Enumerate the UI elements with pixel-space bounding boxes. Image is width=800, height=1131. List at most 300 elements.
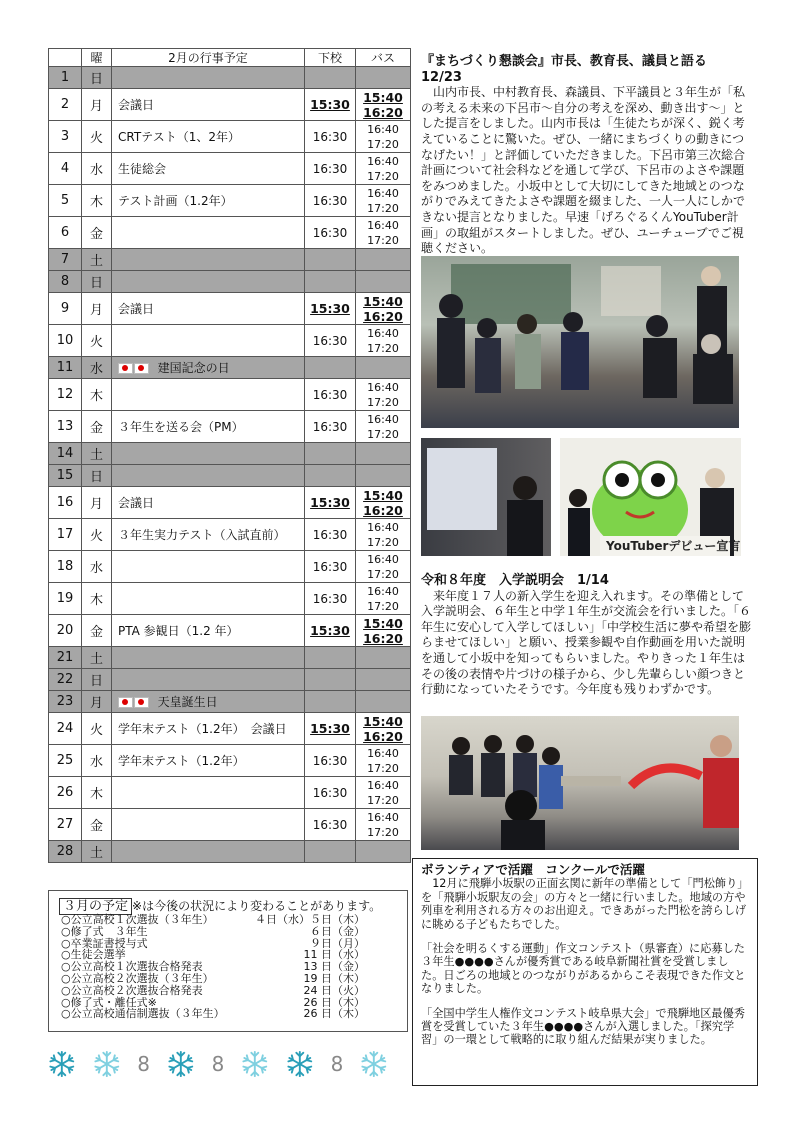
date-cell: 19 [49,583,82,615]
dismissal-cell [305,411,356,443]
date-cell: 23 [49,691,82,713]
event-text: 学年末テスト（1.2年） 会議日 [118,722,287,736]
bus-time-1: 16:40 [367,746,399,760]
march-item-label: ○生徒会選挙 [61,948,126,962]
dismissal-time: 16:30 [312,387,348,402]
header-events: 2月の行事予定 [112,49,305,67]
snowflake-icon [241,1048,269,1080]
bus-time-1: 16:40 [367,552,399,566]
march-item-label: ○公立高校１次選抜合格発表 [61,960,203,974]
event-cell [112,583,305,615]
calendar-row [49,841,411,863]
bus-time-2: 17:20 [367,599,399,613]
bus-cell [356,647,411,669]
event-cell [112,647,305,669]
bus-cell [356,669,411,691]
event-cell [112,745,305,777]
bus-time-2: 16:20 [363,502,403,518]
dismissal-time: 16:30 [312,129,348,144]
article-volunteer-title: ボランティアで活躍 コンクールで活躍 [421,862,645,877]
bus-time-1: 16:40 [367,154,399,168]
weekday-cell: 水 [82,745,112,777]
calendar-row [49,647,411,669]
header-date [49,49,82,67]
calendar-row [49,713,411,745]
bus-cell [356,465,411,487]
event-cell [112,615,305,647]
bus-cell [356,67,411,89]
weekday-cell: 日 [82,271,112,293]
weekday-cell: 土 [82,443,112,465]
bus-time-1: 16:40 [367,810,399,824]
dismissal-cell [305,745,356,777]
calendar-header-row [49,49,411,67]
dismissal-cell [305,357,356,379]
header-dismissal: 下校 [305,49,356,67]
japan-flag-icon [118,363,133,374]
bus-time-2: 17:20 [367,341,399,355]
holiday-name: 天皇誕生日 [157,695,218,709]
event-cell [112,411,305,443]
weekday-cell: 木 [82,777,112,809]
march-item-label: ○公立高校２次選抜（３年生） [61,971,214,985]
article-orientation-title: 令和８年度 入学説明会 1/14 [421,573,609,588]
event-text: テスト計画（1.2年） [118,194,233,208]
photo-presentation-scene [421,438,551,556]
march-item-date: 11 日（水） [303,948,365,962]
calendar-row [49,271,411,293]
date-cell: 7 [49,249,82,271]
separator-glyph: 8 [137,1052,150,1076]
bus-cell [356,153,411,185]
article-orientation-body: 来年度１７人の新入学生を迎え入れます。その準備として入学説明会、６年生と中学１年生が交流会を行いました。「６年生に安心して入学してほしい」「中学校生活に夢や希望を膨らませてほしい」と願い、授業参観や自作動画を用いた説明を通して小坂中を知ってもらいました。やりきった１年生はその後の表情や片づけの様子から、少し先輩らしい顔つきと行動になっていたそうです。今年度も残りわずかです。 [421,588,752,697]
calendar-row [49,809,411,841]
bus-time-1: 15:40 [363,487,403,503]
bus-cell [356,249,411,271]
bus-cell [356,519,411,551]
event-cell [112,551,305,583]
weekday-cell: 土 [82,841,112,863]
february-calendar-table [48,48,411,863]
event-cell [112,325,305,357]
dismissal-cell [305,379,356,411]
calendar-row [49,411,411,443]
bus-time-2: 16:20 [363,630,403,646]
snowflake-icon [167,1048,195,1080]
bus-time-2: 17:20 [367,233,399,247]
article-town-meeting [421,54,751,257]
dismissal-cell [305,325,356,357]
weekday-cell: 木 [82,379,112,411]
weekday-cell: 火 [82,713,112,745]
calendar-row [49,121,411,153]
bus-cell [356,357,411,379]
calendar-row [49,777,411,809]
dismissal-time: 15:30 [310,721,350,736]
photo-mascot-caption: YouTuberデビュー宣言 [606,539,741,553]
dismissal-time: 16:30 [312,333,348,348]
calendar-row [49,249,411,271]
date-cell: 9 [49,293,82,325]
photo-mascot [560,438,741,556]
bus-time-2: 16:20 [363,308,403,324]
date-cell: 13 [49,411,82,443]
march-item-date: 13 日（金） [303,960,365,974]
date-cell: 21 [49,647,82,669]
bus-time-2: 17:20 [367,169,399,183]
bus-time-1: 16:40 [367,778,399,792]
event-cell [112,669,305,691]
march-list [49,914,407,1020]
calendar-row [49,379,411,411]
calendar-row [49,745,411,777]
calendar-row [49,615,411,647]
bus-time-2: 17:20 [367,535,399,549]
weekday-cell: 火 [82,121,112,153]
date-cell: 27 [49,809,82,841]
event-cell [112,841,305,863]
date-cell: 18 [49,551,82,583]
dismissal-cell [305,841,356,863]
weekday-cell: 月 [82,293,112,325]
dismissal-cell [305,271,356,293]
event-text: CRTテスト（1、2年） [118,130,240,144]
dismissal-cell [305,293,356,325]
march-item-label: ○卒業証書授与式 [61,936,148,950]
bus-time-1: 15:40 [363,89,403,105]
dismissal-time: 16:30 [312,419,348,434]
bus-time-1: 15:40 [363,615,403,631]
event-text: ３年生実力テスト（入試直前） [118,528,286,542]
dismissal-time: 16:30 [312,591,348,606]
dismissal-time: 16:30 [312,559,348,574]
bus-cell [356,121,411,153]
article-town-meeting-title: 『まちづくり懇談会』市長、教育長、議員と語る 12/23 [421,54,707,85]
bus-cell [356,583,411,615]
dismissal-time: 15:30 [310,97,350,112]
article-volunteer-box [412,858,758,1086]
dismissal-cell [305,691,356,713]
photo-orientation [421,716,739,850]
bus-cell [356,411,411,443]
bus-cell [356,89,411,121]
march-title: ３月の予定 [59,898,132,915]
weekday-cell: 木 [82,185,112,217]
dismissal-time: 16:30 [312,527,348,542]
date-cell: 24 [49,713,82,745]
dismissal-cell [305,669,356,691]
event-text: 会議日 [118,98,155,112]
weekday-cell: 月 [82,691,112,713]
dismissal-time: 15:30 [310,495,350,510]
article-volunteer-p2: 「社会を明るくする運動」作文コンテスト（県審査）に応募した３年生●●●●さんが優秀賞である岐阜新聞社賞を受賞しました。日ごろの地域とのつながりがあるからこそ表現できた作文となりました。 [421,942,746,996]
dismissal-cell [305,551,356,583]
calendar-row [49,153,411,185]
march-item-label: ○公立高校通信制選抜（３年生） [61,1007,225,1021]
march-item [49,926,407,938]
article-town-meeting-body: 山内市長、中村教育長、森議員、下平議員と３年生が「私の考える未来の下呂市～自分の考えを深め、動き出す～」とした提言をしました。山内市長は「生徒たちが深く、鋭く考えていることに驚いた。ぜひ、一緒にまちづくりの動きにつなげたい！」と評価していただきました。下呂市第三次総合計画について社会科などを通して学び、下呂市のよさや課題をみつめました。小坂中として大切にしてきた地域とのつながりでみえてきたよさや課題を綴ました、一人一人にしかできない提言となりました。早速「げろぐるくんYouTuber計画」の取組がスタートしました。ぜひ、ユーチューブでご視聴ください。 [421,85,746,256]
photo-town-meeting [421,256,739,428]
event-cell [112,293,305,325]
bus-cell [356,185,411,217]
date-cell: 2 [49,89,82,121]
weekday-cell: 土 [82,647,112,669]
bus-cell [356,745,411,777]
calendar-row [49,551,411,583]
dismissal-time: 16:30 [312,753,348,768]
bus-time-2: 17:20 [367,793,399,807]
event-text: PTA 参観日（1.2 年） [118,624,239,638]
dismissal-time: 16:30 [312,225,348,240]
dismissal-cell [305,443,356,465]
weekday-cell: 金 [82,217,112,249]
bus-cell [356,293,411,325]
event-cell [112,379,305,411]
event-cell [112,217,305,249]
weekday-cell: 月 [82,89,112,121]
event-cell [112,691,305,713]
event-text: 会議日 [118,496,155,510]
weekday-cell: 月 [82,487,112,519]
march-item-label: ○修了式・離任式※ [61,995,157,1009]
dismissal-cell [305,465,356,487]
march-item [49,985,407,997]
event-cell [112,809,305,841]
event-text: 学年末テスト（1.2年） [118,754,245,768]
dismissal-time: 16:30 [312,785,348,800]
bus-cell [356,379,411,411]
march-item [49,1008,407,1020]
weekday-cell: 金 [82,411,112,443]
calendar-row [49,519,411,551]
bus-time-2: 17:20 [367,201,399,215]
date-cell: 6 [49,217,82,249]
date-cell: 10 [49,325,82,357]
bus-cell [356,713,411,745]
bus-cell [356,551,411,583]
header-bus: バス [356,49,411,67]
march-item-date: 26 日（木） [303,995,365,1009]
march-item-date: 24 日（火） [303,983,365,997]
calendar-row [49,669,411,691]
event-cell [112,777,305,809]
bus-time-2: 17:20 [367,137,399,151]
snowflake-icon [286,1048,314,1080]
dismissal-cell [305,217,356,249]
bus-cell [356,271,411,293]
weekday-cell: 火 [82,325,112,357]
event-cell [112,357,305,379]
date-cell: 11 [49,357,82,379]
calendar-row [49,89,411,121]
weekday-cell: 水 [82,357,112,379]
event-cell [112,443,305,465]
dismissal-cell [305,713,356,745]
march-item-date: ９日（月） [310,936,365,950]
date-cell: 1 [49,67,82,89]
separator-glyph: 8 [211,1052,225,1076]
dismissal-cell [305,121,356,153]
date-cell: 5 [49,185,82,217]
dismissal-cell [305,583,356,615]
bus-time-1: 16:40 [367,412,399,426]
photo-town-meeting-scene [421,256,739,428]
bus-time-2: 17:20 [367,761,399,775]
weekday-cell: 日 [82,669,112,691]
snowflake-decoration [48,1046,388,1082]
weekday-cell: 水 [82,153,112,185]
dismissal-time: 15:30 [310,301,350,316]
event-cell [112,67,305,89]
event-cell [112,153,305,185]
dismissal-time: 16:30 [312,817,348,832]
bus-time-2: 17:20 [367,427,399,441]
bus-cell [356,615,411,647]
march-item-date: 19 日（木） [303,971,365,985]
weekday-cell: 金 [82,615,112,647]
weekday-cell: 金 [82,809,112,841]
march-item-date: 26 日（木） [303,1007,365,1021]
date-cell: 8 [49,271,82,293]
bus-time-2: 17:20 [367,567,399,581]
bus-cell [356,443,411,465]
dismissal-cell [305,67,356,89]
dismissal-cell [305,777,356,809]
date-cell: 4 [49,153,82,185]
event-cell [112,465,305,487]
march-item-date: ６日（金） [310,924,365,938]
march-item-label: ○公立高校２次選抜合格発表 [61,983,203,997]
march-title-line [59,895,407,914]
event-cell [112,89,305,121]
weekday-cell: 日 [82,67,112,89]
weekday-cell: 水 [82,551,112,583]
event-cell [112,271,305,293]
event-text: 生徒総会 [118,162,167,176]
dismissal-time: 15:30 [310,623,350,638]
calendar-row [49,67,411,89]
march-item [49,973,407,985]
event-cell [112,185,305,217]
calendar-row [49,293,411,325]
bus-time-2: 17:20 [367,825,399,839]
dismissal-cell [305,89,356,121]
dismissal-time: 16:30 [312,193,348,208]
bus-time-1: 16:40 [367,186,399,200]
snowflake-icon [360,1048,388,1080]
calendar-row [49,185,411,217]
article-orientation [421,573,751,698]
snowflake-icon [48,1048,76,1080]
bus-time-1: 16:40 [367,218,399,232]
date-cell: 20 [49,615,82,647]
separator-glyph: 8 [330,1052,344,1076]
date-cell: 25 [49,745,82,777]
date-cell: 26 [49,777,82,809]
bus-time-2: 16:20 [363,728,403,744]
event-cell [112,487,305,519]
weekday-cell: 火 [82,519,112,551]
weekday-cell: 木 [82,583,112,615]
calendar-row [49,487,411,519]
bus-time-1: 16:40 [367,584,399,598]
date-cell: 16 [49,487,82,519]
japan-flag-icon [134,697,149,708]
march-item-date: ４日（水）５日（木） [255,913,365,926]
bus-time-1: 16:40 [367,520,399,534]
calendar-row [49,325,411,357]
march-item-label: ○公立高校１次選抜（３年生） [61,913,214,926]
bus-cell [356,217,411,249]
date-cell: 15 [49,465,82,487]
event-cell [112,121,305,153]
event-cell [112,249,305,271]
weekday-cell: 日 [82,465,112,487]
event-text: 会議日 [118,302,155,316]
dismissal-cell [305,519,356,551]
snowflake-icon [93,1048,121,1080]
dismissal-cell [305,153,356,185]
photo-orientation-scene [421,716,739,850]
date-cell: 3 [49,121,82,153]
calendar-row [49,357,411,379]
holiday-name: 建国記念の日 [157,361,230,375]
japan-flag-icon [118,697,133,708]
japan-flag-icon [134,363,149,374]
photo-presentation [421,438,551,556]
article-volunteer-p1: 12月に飛騨小坂駅の正面玄関に新年の準備として「門松飾り」を「飛騨小坂駅友の会」の方々と一緒に行いました。地域の方や列車を利用される方々のお出迎え。できあがった門松を誇らしげに眺める子どもたちでした。 [421,877,749,931]
event-cell [112,713,305,745]
calendar-row [49,465,411,487]
bus-time-1: 16:40 [367,380,399,394]
dismissal-cell [305,615,356,647]
date-cell: 14 [49,443,82,465]
calendar-row [49,443,411,465]
date-cell: 12 [49,379,82,411]
event-text: ３年生を送る会（PM） [118,420,244,434]
article-volunteer-p3: 「全国中学生人権作文コンテスト岐阜県大会」で飛騨地区最優秀賞を受賞していた３年生●●●●さんが入選しました。「探究学習」の一環として戦略的に取り組んだ結果が実りました。 [421,1006,745,1047]
date-cell: 22 [49,669,82,691]
bus-cell [356,841,411,863]
dismissal-cell [305,185,356,217]
bus-time-1: 15:40 [363,713,403,729]
bus-cell [356,325,411,357]
bus-cell [356,809,411,841]
march-schedule-box [48,890,408,1032]
bus-cell [356,691,411,713]
bus-time-2: 16:20 [363,104,403,120]
event-cell [112,519,305,551]
calendar-row [49,691,411,713]
bus-time-1: 15:40 [363,293,403,309]
calendar-row [49,583,411,615]
weekday-cell: 土 [82,249,112,271]
dismissal-cell [305,647,356,669]
dismissal-cell [305,809,356,841]
bus-cell [356,487,411,519]
march-item-label: ○修了式 ３年生 [61,924,148,938]
bus-time-2: 17:20 [367,395,399,409]
bus-time-1: 16:40 [367,326,399,340]
march-note: ※は今後の状況により変わることがあります。 [132,899,382,913]
dismissal-cell [305,249,356,271]
dismissal-time: 16:30 [312,161,348,176]
date-cell: 28 [49,841,82,863]
bus-cell [356,777,411,809]
calendar-row [49,217,411,249]
bus-time-1: 16:40 [367,122,399,136]
header-weekday: 曜 [82,49,112,67]
